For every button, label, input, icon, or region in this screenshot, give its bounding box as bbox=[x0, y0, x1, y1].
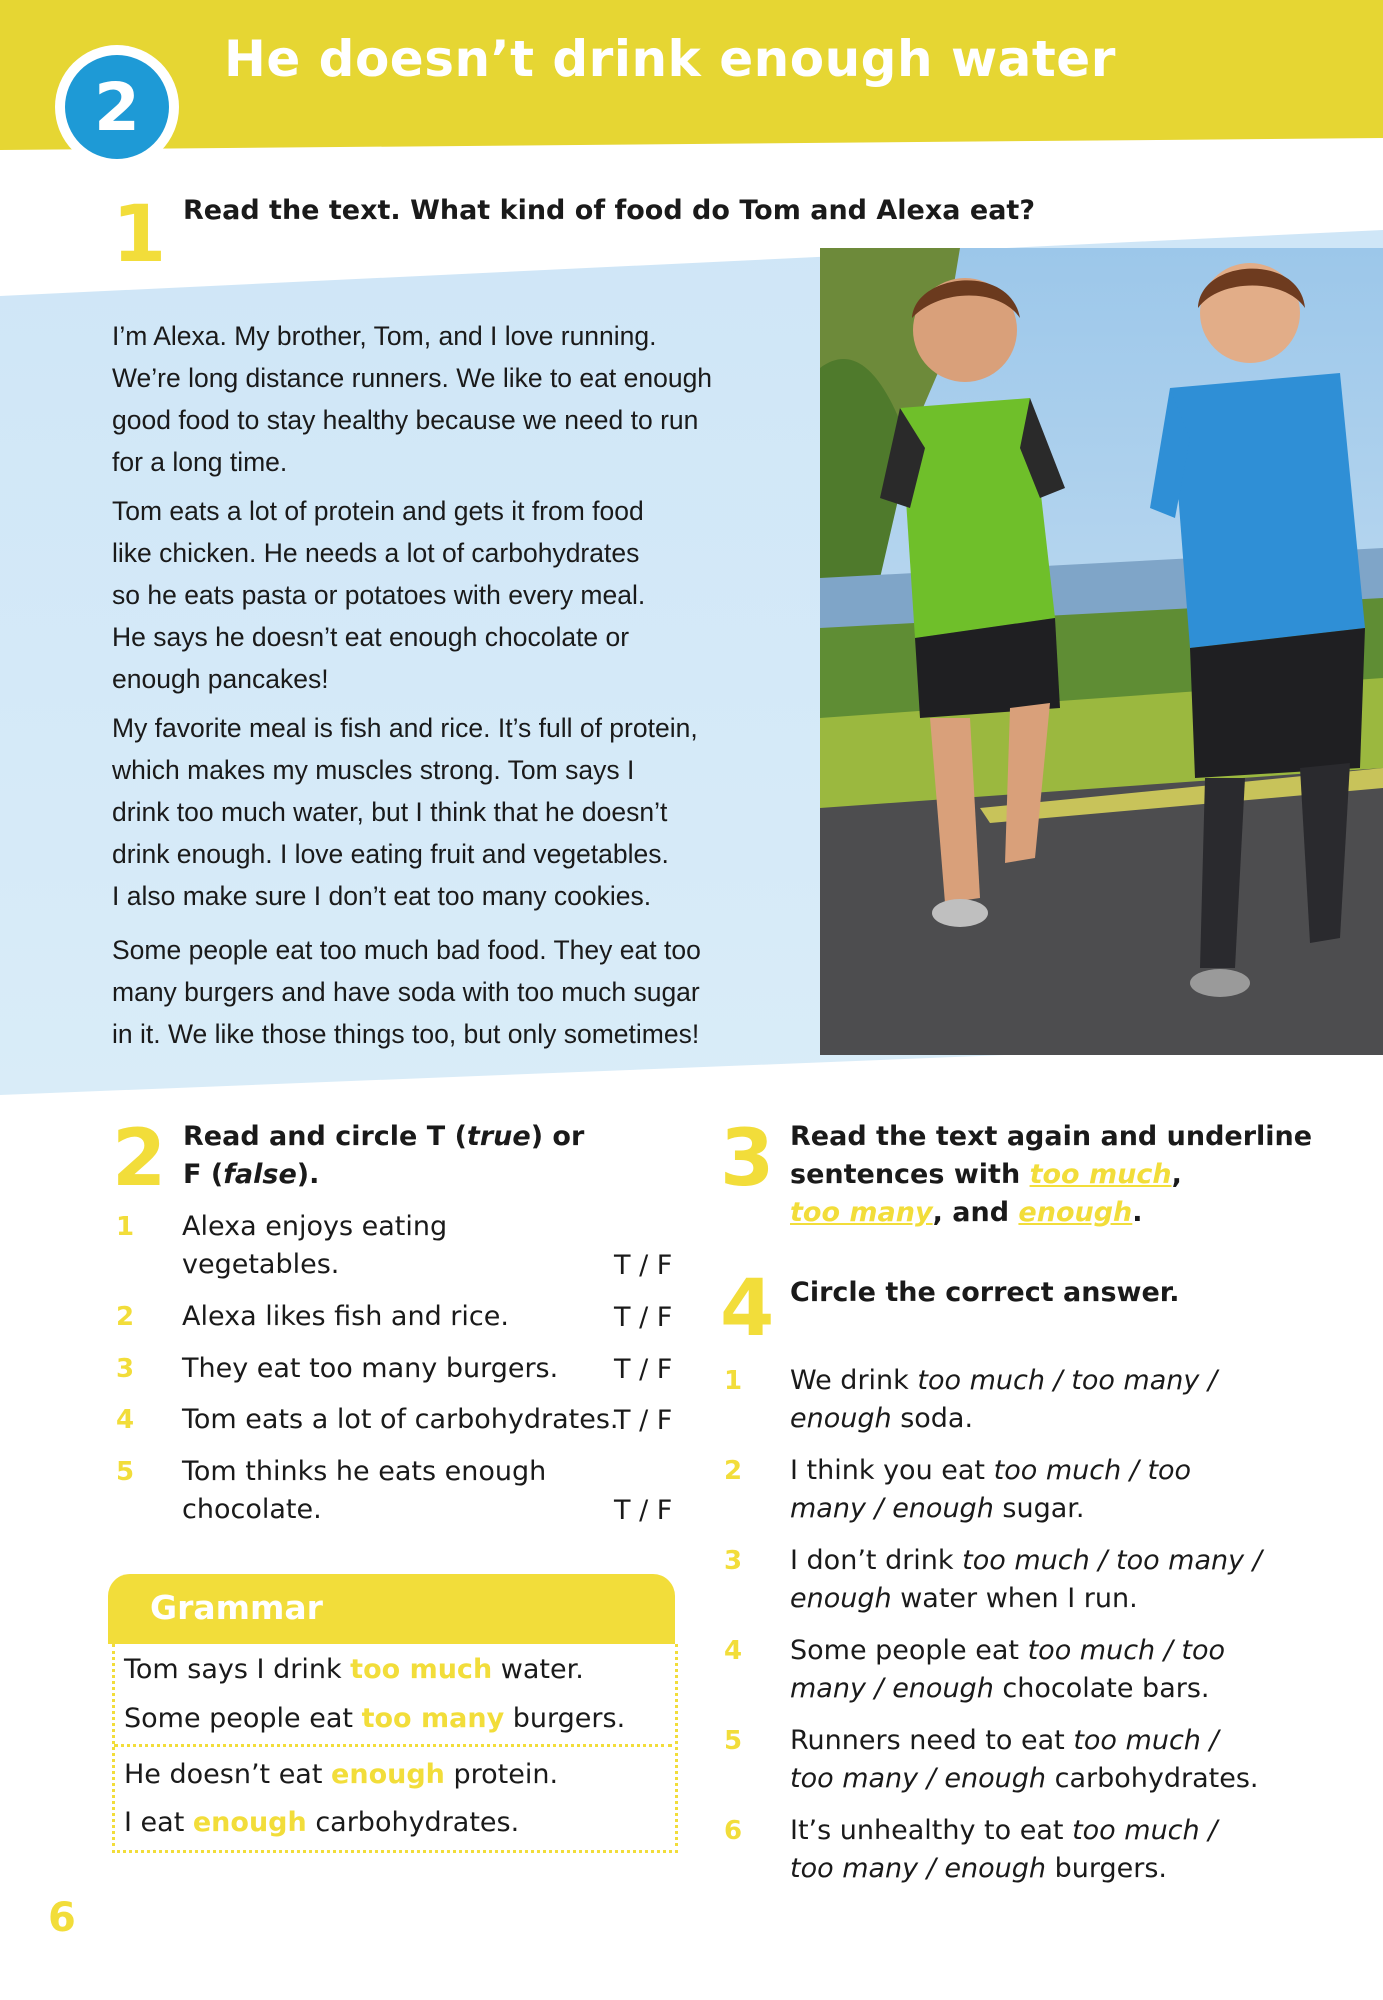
tf-choice-4[interactable]: T / F bbox=[614, 1405, 673, 1436]
choice-item-3: I don’t drink too much / too many / enough water when I run. bbox=[790, 1545, 1262, 1614]
grammar-example-4: I eat enough carbohydrates. bbox=[124, 1807, 520, 1838]
text-line: I’m Alexa. My brother, Tom, and I love running. bbox=[112, 321, 657, 351]
text-line: Tom eats a lot of protein and gets it from food bbox=[112, 496, 644, 526]
choice-item-2: I think you eat too much / too many / enough sugar. bbox=[790, 1455, 1192, 1524]
answer-options[interactable]: many / enough bbox=[790, 1493, 994, 1524]
tf-choice-1[interactable]: T / F bbox=[614, 1250, 673, 1281]
item-number: 2 bbox=[724, 1456, 743, 1486]
reading-paragraph-2 bbox=[112, 490, 792, 700]
answer-options[interactable]: enough bbox=[790, 1403, 892, 1434]
text-line: Some people eat too much bad food. They eat too bbox=[112, 935, 701, 965]
answer-options[interactable]: too many / enough bbox=[790, 1853, 1047, 1884]
answer-options[interactable]: too much / too bbox=[993, 1455, 1192, 1486]
exercise-2-number: 2 bbox=[112, 1114, 167, 1204]
grammar-example-3: He doesn’t eat enough protein. bbox=[124, 1759, 559, 1790]
text-line: many burgers and have soda with too much sugar bbox=[112, 977, 700, 1007]
answer-options[interactable]: too much / too bbox=[1027, 1635, 1226, 1666]
item-text: Tom thinks he eats enough bbox=[182, 1456, 547, 1487]
exercise-1-instruction: Read the text. What kind of food do Tom and Alexa eat? bbox=[183, 195, 1036, 226]
choice-item-1: We drink too much / too many / enough soda. bbox=[790, 1365, 1218, 1434]
grammar-example-1: Tom says I drink too much water. bbox=[124, 1654, 584, 1685]
item-number: 3 bbox=[724, 1546, 743, 1576]
answer-options[interactable]: too much / bbox=[1073, 1725, 1219, 1756]
exercise-3-number: 3 bbox=[720, 1114, 775, 1204]
tf-item-1 bbox=[182, 1208, 447, 1284]
grammar-example-2: Some people eat too many burgers. bbox=[124, 1703, 626, 1734]
item-number: 5 bbox=[724, 1726, 743, 1756]
answer-options[interactable]: too much / too many / bbox=[962, 1545, 1262, 1576]
exercise-4-number: 4 bbox=[720, 1264, 775, 1354]
item-number: 3 bbox=[116, 1354, 135, 1384]
reading-paragraph-3 bbox=[112, 707, 792, 917]
exercise-4-instruction: Circle the correct answer. bbox=[790, 1277, 1180, 1308]
item-number: 2 bbox=[116, 1302, 135, 1332]
tf-choice-2[interactable]: T / F bbox=[614, 1302, 673, 1333]
page-number: 6 bbox=[48, 1895, 76, 1941]
choice-item-4: Some people eat too much / too many / enough chocolate bars. bbox=[790, 1635, 1226, 1704]
text-line: drink too much water, but I think that he doesn’t bbox=[112, 797, 668, 827]
text-line: He says he doesn’t eat enough chocolate or bbox=[112, 622, 630, 652]
answer-options[interactable]: too many / enough bbox=[790, 1763, 1047, 1794]
text-line: drink enough. I love eating fruit and vegetables. bbox=[112, 839, 669, 869]
text-line: so he eats pasta or potatoes with every meal. bbox=[112, 580, 646, 610]
item-number: 4 bbox=[724, 1636, 743, 1666]
tf-item-3: They eat too many burgers. bbox=[182, 1353, 559, 1384]
answer-options[interactable]: too much / bbox=[1072, 1815, 1218, 1846]
exercise-2-instruction-line2: F (false). bbox=[183, 1159, 320, 1190]
tf-item-5 bbox=[182, 1453, 546, 1529]
tf-choice-5[interactable]: T / F bbox=[614, 1495, 673, 1526]
runners-photo bbox=[820, 248, 1383, 1055]
item-number: 1 bbox=[116, 1212, 135, 1242]
item-text: vegetables. bbox=[182, 1249, 340, 1280]
choice-item-5: Runners need to eat too much / too many / enough carbohydrates. bbox=[790, 1725, 1259, 1794]
text-line: enough pancakes! bbox=[112, 664, 329, 694]
grammar-title: Grammar bbox=[150, 1588, 323, 1627]
item-number: 5 bbox=[116, 1457, 135, 1487]
tf-choice-3[interactable]: T / F bbox=[614, 1354, 673, 1385]
item-number: 6 bbox=[724, 1816, 743, 1846]
item-text: chocolate. bbox=[182, 1494, 322, 1525]
reading-paragraph-1 bbox=[112, 315, 792, 483]
text-line: good food to stay healthy because we need to run bbox=[112, 405, 699, 435]
tf-item-4: Tom eats a lot of carbohydrates. bbox=[182, 1404, 619, 1435]
text-line: We’re long distance runners. We like to eat enough bbox=[112, 363, 713, 393]
unit-number: 2 bbox=[65, 55, 169, 159]
text-line: in it. We like those things too, but only sometimes! bbox=[112, 1019, 700, 1049]
text-line: which makes my muscles strong. Tom says I bbox=[112, 755, 635, 785]
exercise-3-instruction: Read the text again and underline sentences with too much, too many, and enough. bbox=[790, 1121, 1313, 1228]
tf-item-2: Alexa likes fish and rice. bbox=[182, 1301, 509, 1332]
unit-title: He doesn’t drink enough water bbox=[224, 30, 1116, 88]
answer-options[interactable]: many / enough bbox=[790, 1673, 994, 1704]
item-number: 1 bbox=[724, 1366, 743, 1396]
text-line: like chicken. He needs a lot of carbohydrates bbox=[112, 538, 640, 568]
choice-item-6: It’s unhealthy to eat too much / too many / enough burgers. bbox=[790, 1815, 1218, 1884]
exercise-2-instruction: Read and circle T (true) or bbox=[183, 1121, 585, 1152]
answer-options[interactable]: too much / too many / bbox=[917, 1365, 1218, 1396]
reading-paragraph-4 bbox=[112, 929, 792, 1055]
text-line: for a long time. bbox=[112, 447, 288, 477]
grammar-divider bbox=[114, 1744, 672, 1747]
item-text: Alexa enjoys eating bbox=[182, 1211, 448, 1242]
text-line: I also make sure I don’t eat too many cookies. bbox=[112, 881, 652, 911]
exercise-1-number: 1 bbox=[112, 190, 167, 280]
item-number: 4 bbox=[116, 1405, 135, 1435]
text-line: My favorite meal is fish and rice. It’s full of protein, bbox=[112, 713, 698, 743]
answer-options[interactable]: enough bbox=[790, 1583, 892, 1614]
